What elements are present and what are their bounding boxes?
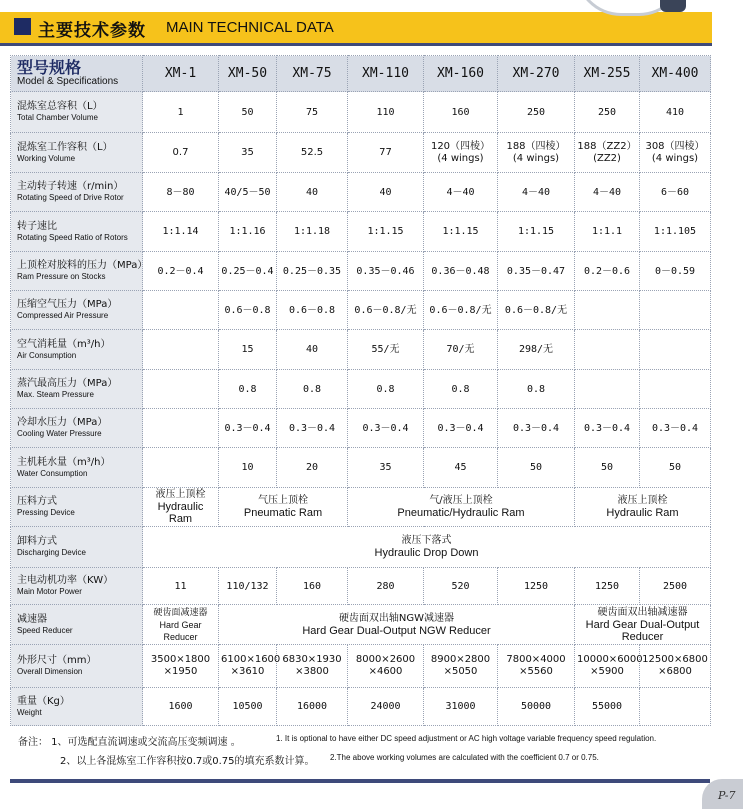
table-cell: 20 [277, 448, 348, 488]
table-row [11, 488, 711, 527]
table-cell: 1:1.15 [424, 212, 498, 252]
table-cell: 硬齿面双出轴NGW减速器 Hard Gear Dual-Output NGW Reducer [219, 605, 575, 645]
model-header: XM-75 [277, 56, 348, 92]
table-row [11, 409, 711, 448]
row-label: 主机耗水量（m³/h） Water Consumption [11, 448, 143, 488]
table-cell: 75 [277, 92, 348, 133]
table-cell: 1250 [575, 568, 640, 605]
table-row [11, 448, 711, 488]
table-row [11, 212, 711, 252]
table-cell: 35 [348, 448, 424, 488]
table-row [11, 688, 711, 726]
table-cell: 50000 [498, 688, 575, 726]
table-cell: 40 [277, 330, 348, 370]
table-cell: 气/液压上顶栓 Pneumatic/Hydraulic Ram [348, 488, 575, 527]
table-cell: 1600 [143, 688, 219, 726]
title-square-icon [14, 18, 31, 35]
table-cell: 4－40 [575, 173, 640, 212]
table-cell: 0.36－0.48 [424, 252, 498, 291]
table-cell: 0.6－0.8/无 [348, 291, 424, 330]
table-cell: 7800×4000 ×5560 [498, 645, 575, 688]
table-cell: 250 [498, 92, 575, 133]
table-cell: 液压上顶栓 Hydraulic Ram [575, 488, 711, 527]
row-label: 主动转子转速（r/min） Rotating Speed of Drive Rotor [11, 173, 143, 212]
table-cell [143, 448, 219, 488]
table-cell: 0.3－0.4 [640, 409, 711, 448]
row-label: 冷却水压力（MPa） Cooling Water Pressure [11, 409, 143, 448]
table-cell [640, 370, 711, 409]
row-label: 蒸汽最高压力（MPa） Max. Steam Pressure [11, 370, 143, 409]
table-cell: 10500 [219, 688, 277, 726]
table-cell: 1:1.1 [575, 212, 640, 252]
table-cell: 0.3－0.4 [424, 409, 498, 448]
footnote-1 [18, 733, 657, 748]
corner-decoration-dark [660, 0, 686, 12]
model-header: XM-50 [219, 56, 277, 92]
table-cell: 0.25－0.4 [219, 252, 277, 291]
footnote-1-en: 1. It is optional to have either DC speed adjustment or AC high voltage variable frequency speed regulation. [276, 734, 657, 743]
table-cell: 298/无 [498, 330, 575, 370]
table-cell: 1:1.105 [640, 212, 711, 252]
row-label: 减速器 Speed Reducer [11, 605, 143, 645]
table-cell: 0.3－0.4 [498, 409, 575, 448]
table-cell: 520 [424, 568, 498, 605]
table-cell: 0－0.59 [640, 252, 711, 291]
table-cell: 31000 [424, 688, 498, 726]
table-cell: 52.5 [277, 133, 348, 173]
table-cell: 2500 [640, 568, 711, 605]
table-cell: 10000×6000 ×5900 [575, 645, 640, 688]
table-row [11, 605, 711, 645]
table-cell [575, 370, 640, 409]
table-cell: 308（四棱） (4 wings) [640, 133, 711, 173]
table-row [11, 133, 711, 173]
table-cell: 0.3－0.4 [219, 409, 277, 448]
table-cell [640, 688, 711, 726]
table-cell: 8－80 [143, 173, 219, 212]
table-cell: 40 [348, 173, 424, 212]
table-cell: 0.8 [348, 370, 424, 409]
table-cell: 410 [640, 92, 711, 133]
footnote-2-cn: 2、以上各混炼室工作容积按0.7或0.75的填充系数计算。 [60, 756, 315, 767]
table-cell: 6－60 [640, 173, 711, 212]
table-cell: 硬齿面双出轴减速器 Hard Gear Dual-Output Reducer [575, 605, 711, 645]
table-cell: 10 [219, 448, 277, 488]
table-cell: 1:1.14 [143, 212, 219, 252]
table-cell: 12500×6800 ×6800 [640, 645, 711, 688]
row-label: 压料方式 Pressing Device [11, 488, 143, 527]
table-cell: 188（ZZ2） (ZZ2) [575, 133, 640, 173]
table-cell: 250 [575, 92, 640, 133]
table-cell: 0.35－0.46 [348, 252, 424, 291]
table-cell: 0.3－0.4 [348, 409, 424, 448]
table-cell: 1:1.18 [277, 212, 348, 252]
table-cell: 硬齿面减速器 Hard Gear Reducer [143, 605, 219, 645]
table-row [11, 568, 711, 605]
table-cell: 50 [219, 92, 277, 133]
table-cell: 4－40 [424, 173, 498, 212]
table-cell: 气压上顶栓 Pneumatic Ram [219, 488, 348, 527]
table-cell: 50 [575, 448, 640, 488]
model-header: XM-160 [424, 56, 498, 92]
table-row [11, 330, 711, 370]
table-cell: 0.7 [143, 133, 219, 173]
table-cell: 0.8 [277, 370, 348, 409]
table-cell: 8900×2800 ×5050 [424, 645, 498, 688]
table-cell [143, 291, 219, 330]
model-header: XM-110 [348, 56, 424, 92]
table-cell: 0.6－0.8 [277, 291, 348, 330]
footnote-2 [60, 752, 599, 767]
row-label: 重量（Kg） Weight [11, 688, 143, 726]
table-cell: 35 [219, 133, 277, 173]
table-cell [640, 330, 711, 370]
table-row [11, 92, 711, 133]
model-header: XM-1 [143, 56, 219, 92]
table-cell: 110/132 [219, 568, 277, 605]
table-cell: 77 [348, 133, 424, 173]
spec-header-en: Model & Specifications [17, 75, 119, 87]
table-cell: 液压下落式 Hydraulic Drop Down [143, 527, 711, 568]
spec-header-label [11, 56, 143, 92]
row-label: 主电动机功率（KW） Main Motor Power [11, 568, 143, 605]
table-cell: 0.2－0.4 [143, 252, 219, 291]
table-cell: 1:1.15 [498, 212, 575, 252]
spec-header-cn: 型号规格 [17, 57, 82, 77]
table-cell [143, 409, 219, 448]
table-cell: 1:1.15 [348, 212, 424, 252]
table-cell: 0.6－0.8/无 [424, 291, 498, 330]
footnote-1-cn: 备注： 1、可选配直流调速或交流高压变频调速 。 [18, 737, 241, 748]
table-row [11, 291, 711, 330]
table-cell: 0.8 [498, 370, 575, 409]
table-cell [143, 370, 219, 409]
table-cell: 0.35－0.47 [498, 252, 575, 291]
model-header: XM-255 [575, 56, 640, 92]
row-label: 空气消耗量（m³/h） Air Consumption [11, 330, 143, 370]
row-label: 转子速比 Rotating Speed Ratio of Rotors [11, 212, 143, 252]
page-title-en: MAIN TECHNICAL DATA [166, 19, 334, 36]
table-cell: 6100×1600 ×3610 [219, 645, 277, 688]
bottom-rule [10, 779, 710, 783]
table-cell: 45 [424, 448, 498, 488]
table-cell: 0.8 [424, 370, 498, 409]
title-underline [0, 43, 712, 46]
spec-table [10, 55, 711, 726]
model-header: XM-270 [498, 56, 575, 92]
page-number: P-7 [718, 789, 736, 802]
table-row [11, 173, 711, 212]
table-row [11, 527, 711, 568]
table-cell: 40/5－50 [219, 173, 277, 212]
row-label: 混炼室总容积（L） Total Chamber Volume [11, 92, 143, 133]
table-cell: 188（四棱） (4 wings) [498, 133, 575, 173]
table-cell: 0.8 [219, 370, 277, 409]
table-cell [640, 291, 711, 330]
table-cell: 120（四棱） (4 wings) [424, 133, 498, 173]
table-cell: 4－40 [498, 173, 575, 212]
table-row [11, 252, 711, 291]
row-label: 上顶栓对胶料的压力（MPa） Ram Pressure on Stocks [11, 252, 143, 291]
table-cell: 16000 [277, 688, 348, 726]
footnote-2-en: 2.The above working volumes are calculated with the coefficient 0.7 or 0.75. [330, 753, 599, 762]
table-cell: 0.3－0.4 [277, 409, 348, 448]
table-cell: 1 [143, 92, 219, 133]
table-cell: 11 [143, 568, 219, 605]
table-cell: 8000×2600 ×4600 [348, 645, 424, 688]
table-cell: 0.3－0.4 [575, 409, 640, 448]
table-cell: 0.6－0.8/无 [498, 291, 575, 330]
model-header: XM-400 [640, 56, 711, 92]
page-title-cn: 主要技术参数 [38, 21, 146, 41]
table-cell: 280 [348, 568, 424, 605]
table-cell: 0.6－0.8 [219, 291, 277, 330]
table-cell: 3500×1800 ×1950 [143, 645, 219, 688]
table-row [11, 645, 711, 688]
table-cell: 50 [640, 448, 711, 488]
table-cell: 24000 [348, 688, 424, 726]
table-cell: 0.2－0.6 [575, 252, 640, 291]
table-cell: 15 [219, 330, 277, 370]
table-cell: 55000 [575, 688, 640, 726]
table-cell: 160 [424, 92, 498, 133]
table-cell [575, 291, 640, 330]
table-cell: 1250 [498, 568, 575, 605]
row-label: 外形尺寸（mm） Overall Dimension [11, 645, 143, 688]
table-cell: 1:1.16 [219, 212, 277, 252]
table-cell: 液压上顶栓 Hydraulic Ram [143, 488, 219, 527]
table-cell: 160 [277, 568, 348, 605]
table-cell: 40 [277, 173, 348, 212]
row-label: 卸料方式 Discharging Device [11, 527, 143, 568]
table-cell: 50 [498, 448, 575, 488]
table-cell: 6830×1930 ×3800 [277, 645, 348, 688]
row-label: 混炼室工作容积（L） Working Volume [11, 133, 143, 173]
table-cell [143, 330, 219, 370]
row-label: 压缩空气压力（MPa） Compressed Air Pressure [11, 291, 143, 330]
table-cell: 55/无 [348, 330, 424, 370]
table-cell: 70/无 [424, 330, 498, 370]
table-cell [575, 330, 640, 370]
table-header-row [11, 56, 711, 92]
table-cell: 0.25－0.35 [277, 252, 348, 291]
table-row [11, 370, 711, 409]
table-cell: 110 [348, 92, 424, 133]
